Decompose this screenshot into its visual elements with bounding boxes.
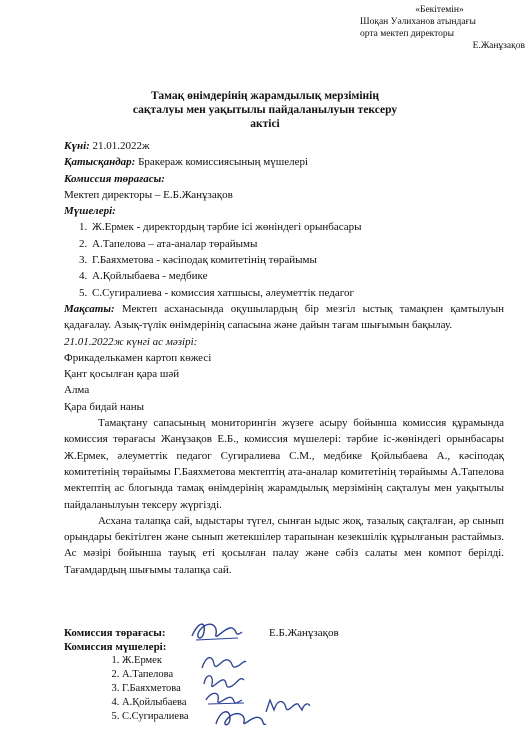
purpose-paragraph [64, 301, 504, 334]
participants-label: Қатысқандар: [64, 156, 136, 169]
date-row [64, 138, 504, 154]
approval-stamp [352, 4, 527, 52]
date-label: Күні: [64, 140, 90, 152]
participants-row [64, 154, 504, 170]
list-item: 1. Ж.Ермек [122, 654, 504, 668]
member-signature-4 [262, 694, 312, 718]
list-item: 3. Г.Баяхметова [122, 682, 504, 696]
menu-heading: 21.01.2022ж күнгі ас мәзірі: [64, 335, 198, 348]
title-line: актісі [250, 118, 280, 130]
approval-line: орта мектеп директоры [360, 29, 455, 39]
list-item: 2. А.Тапелова [122, 668, 504, 682]
members-signature-row [64, 640, 504, 654]
title-line: Тамақ өнімдерінің жарамдылық мерзімінің [151, 90, 379, 102]
list-item: 2. А.Тапелова – ата-аналар төрайымы [90, 236, 504, 252]
member-signature-5 [212, 704, 268, 732]
chair-label: Комиссия төрағасы: [64, 172, 165, 185]
document-body [64, 138, 504, 578]
chair-value: Мектеп директоры – Е.Б.Жанұзақов [64, 188, 233, 201]
conclusion-paragraph: Асхана талапқа сай, ыдыстары түгел, сынған ыдыс жоқ, тазалық сақталған, әр сынып орындары бекітілген және сынып жетекшілер тарапынан кезекшілік құрылғанын растаймыз. Ас мәзірі бойынша тауық еті қосылған палау және сәбіз салаты мен компот берілді. Тағамдардың шығымы талапқа сай. [64, 514, 504, 576]
chair-signature [188, 616, 248, 646]
list-item: 4. А.Қойлыбаева - медбике [90, 268, 504, 284]
chair-signature-row [64, 626, 504, 640]
approval-line: Шоқан Уәлиханов атындағы [360, 17, 476, 27]
menu-item: Қара бидай наны [64, 400, 144, 413]
title-line: сақталуы мен уақытылы пайдаланылуын тексеру [132, 104, 398, 116]
list-item: 4. А.Қойлыбаева [122, 696, 504, 710]
members-list [64, 219, 504, 300]
members-label: Мүшелері: [64, 205, 116, 218]
menu-item: Фрикаделькамен картоп көжесі [64, 351, 212, 364]
sig-chair-name: Е.Б.Жанұзақов [269, 627, 339, 639]
list-item: 1. Ж.Ермек - директордың тәрбие ісі жөніндегі орынбасары [90, 219, 504, 235]
purpose-label: Мақсаты: [64, 302, 115, 315]
purpose-text: Мектеп асханасында оқушылардың бір мезгіл ыстық тамақпен қамтылуын қадағалау. Азық-түлік өнімдерінің сапасына және дайын тағам шығымын бақылау. [64, 302, 504, 332]
chair-row [64, 171, 504, 187]
document-title [40, 89, 490, 131]
list-item: 3. Г.Баяхметова - кәсіподақ комитетінің төрайымы [90, 252, 504, 268]
menu-item: Қант қосылған қара шәй [64, 368, 180, 381]
sig-chair-label: Комиссия төрағасы: [64, 627, 166, 639]
list-item: 5. С.Сугиралиева - комиссия хатшысы, әлеуметтік педагог [90, 285, 504, 301]
date-value: 21.01.2022ж [89, 140, 150, 152]
approval-director-name: Е.Жанұзақов [472, 41, 525, 51]
approval-line: «Бекітемін» [415, 5, 464, 15]
list-item: 5. С.Сугиралиева [122, 710, 504, 724]
inspection-paragraph: Тамақтану сапасының мониторингін жүзеге асыру бойынша комиссия құрамында комиссия төрағасы Жанұзақов Е.Б., комиссия мүшелері: тәрбие іс-жөніндегі орынбасары Ж.Ермек, әлеуметтік педагог Сугиралиева С.М., медбике Қойлыбаева А., кәсіподақ комитетінің төрайымы Г.Баяхметова мектептің ата-аналар комитетінің төрайымы А.Тапелова мектептің ас блогында тамақ өнімдерінің жарамдылық мерзімінің сақталуы мен уақытылы пайдаланылуын тексеру жүргізді. [64, 417, 504, 511]
menu-item: Алма [64, 384, 90, 397]
sig-members-label: Комиссия мүшелері: [64, 641, 167, 653]
members-heading [64, 203, 504, 219]
participants-value: Бракераж комиссиясының мүшелері [135, 156, 309, 169]
